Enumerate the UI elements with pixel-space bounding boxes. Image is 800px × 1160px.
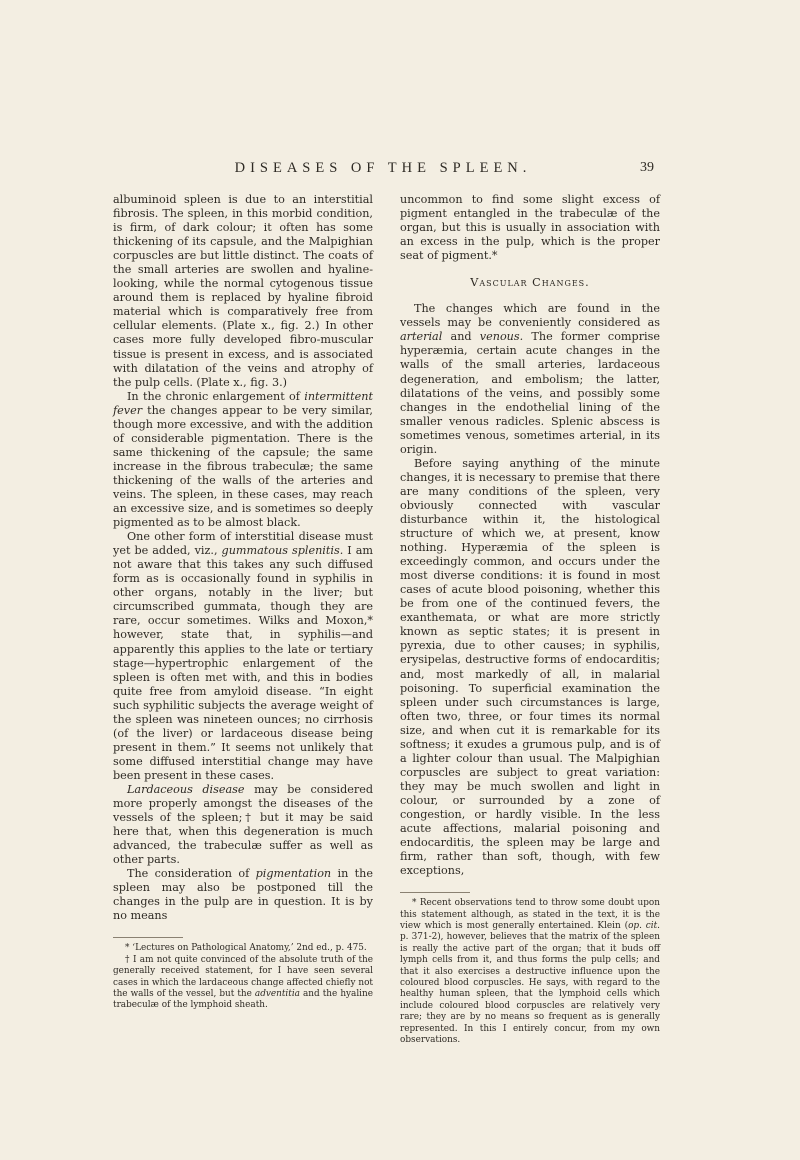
running-head: DISEASES OF THE SPLEEN. [234,160,532,176]
left-paragraph-5: The consideration of pigmentation in the spleen may also be postponed till the changes in the pulp are in question. It is by no means [113,867,373,923]
left-paragraph-4: Lardaceous disease may be considered more properly amongst the diseases of the vessels of the spleen;† but it may be said here that, when this degeneration is much advanced, the trabeculæ suffer as well as other parts. [113,782,373,867]
page-header [112,160,654,182]
term-gummatous-splenitis: gummatous splenitis. [221,544,344,558]
term-pigmentation: pigmentation [255,867,332,881]
right-paragraph-3: Before saying anything of the minute changes, it is necessary to premise that there are many conditions of the spleen, very obviously connected with vascular disturbance within it, the histological structure of which we, at present, know nothing. Hyperæmia of the spleen is exceedingly common, and occurs under the most diverse conditions: it is found in most cases of acute blood poisoning, whether this be from one of the continued fevers, the exanthemata, or what are more strictly known as septic states; it is present in pyrexia, due to other causes; in syphilis, erysipelas, destructive forms of endocarditis; and, most markedly of all, in malarial poisoning. To superficial examination the spleen under such circumstances is large, often two, three, or four times its normal size, and when cut it is remarkable for its softness; it exudes a grumous pulp, and is of a lighter colour than usual. The Malpighian corpuscles are subject to great variation: they may be much swollen and light in colour, or surrounded by a zone of congestion, or hardly visible. In the less acute affections, malarial poisoning and endocarditis, the spleen may be large and firm, rather than soft, though, with few exceptions, [400,456,660,878]
left-paragraph-3: One other form of interstitial disease must yet be added, viz., gummatous splenitis. I am not aware that this takes any such diffused form as is occasionally found in syphilis in other organs, notably in the liver; but circumscribed gummata, though they are rare, occur sometimes. Wilks and Moxon,* however, state that, in syphilis—and apparently this applies to the late or tertiary stage—hypertrophic enlargement of the spleen is often met with, and this in bodies quite free from amyloid disease. “In eight such syphilitic subjects the average weight of the spleen was nineteen ounces; no cirrhosis (of the liver) or lardaceous disease being present in them.” It seems not unlikely that some diffused interstitial change may have been present in these cases. [113,530,374,782]
term-intermittent-fever: intermittent fever [113,389,373,417]
term-arterial: arterial [400,330,443,344]
footnote-rule [113,937,183,938]
right-footnotes [400,898,660,1046]
left-footnotes [113,943,373,1011]
footnote-2: † I am not quite convinced of the absolute truth of the generally received statement, for I have seen several cases in which the lardaceous change affected chiefly not the walls of the vessel, but the adventitia and the hyaline trabeculæ of the lymphoid sheath. [113,954,373,1011]
left-paragraph-2: In the chronic enlargement of intermittent fever the changes appear to be very similar, though more excessive, and with the addition of considerable pigmentation. There is the same thickening of the capsule; the same increase in the fibrous trabeculæ; the same thickening of the walls of the arteries and veins. The spleen, in these cases, may reach an excessive size, and is sometimes so deeply pigmented as to be almost black. [113,389,373,530]
right-paragraph-2: The changes which are found in the vessels may be conveniently considered as arterial and venous. The former comprise hyperæmia, certain acute changes in the walls of the small arteries, lardaceous degeneration, and embolism; the latter, dilatations of the veins, and possibly some changes in the endothelial lining of the smaller venous radicles. Splenic abscess is sometimes venous, sometimes arterial, in its origin. [400,302,660,456]
left-paragraph-1: albuminoid spleen is due to an interstitial fibrosis. The spleen, in this morbid condition, is firm, of dark colour; it often has some thickening of its capsule, and the Malpighian corpuscles are but little distinct. The coats of the small arteries are swollen and hyaline-looking, while the normal cytogenous tissue around them is replaced by hyaline fibroid material which is comparatively free from cellular elements. (Plate x., fig. 2.) In other cases more fully developed fibro-muscular tissue is present in excess, and is associated with dilatation of the veins and atrophy of the pulp cells. (Plate x., fig. 3.) [113,193,373,389]
footnote-1: * ‘Lectures on Pathological Anatomy,’ 2nd ed., p. 475. [125,943,367,954]
page-number: 39 [640,160,654,175]
term-venous: venous. [479,330,524,344]
section-heading: Vascular Changes. [470,276,590,290]
right-column [400,193,660,1046]
left-column [113,193,373,1012]
footnote-3: * Recent observations tend to throw some doubt upon this statement although, as stated in the text, it is the view which is most generally entertained. Klein (op. cit. p. 371-2), however, believes that the matrix of the spleen is really the active part of the organ; that it buds off lymph cells from it, and thus forms the pulp cells; and that it also exercises a destructive influence upon the coloured blood corpuscles. He says, with regard to the healthy human spleen, that the lymphoid cells which include coloured blood corpuscles are relatively very rare; they are by no means so frequent as is generally represented. In this I entirely concur, from my own observations. [400,898,660,1046]
footnote-rule [400,892,470,893]
right-paragraph-1: uncommon to find some slight excess of pigment entangled in the trabeculæ of the organ, but this is usually in association with an excess in the pulp, which is the proper seat of pigment.* [400,193,660,263]
term-lardaceous-disease: Lardaceous disease [127,782,245,796]
